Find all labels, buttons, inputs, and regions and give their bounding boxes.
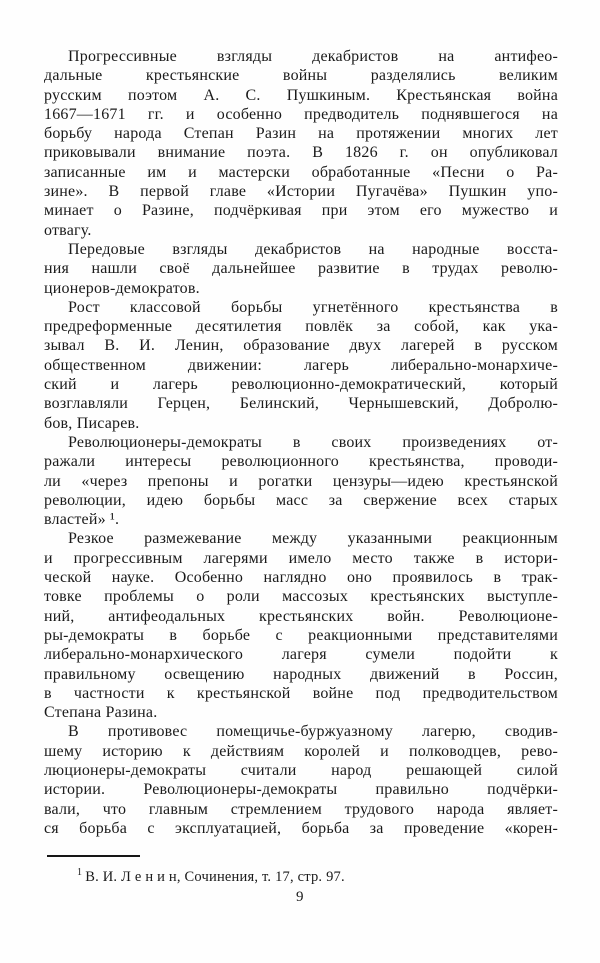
text-line: бов, Писарев. [44,414,140,432]
text-line: товке проблемы о роли массозых крестьянских выступле- [44,588,558,606]
text-line: правильному освещению народных движений в Россин, [44,665,558,683]
text-line: ний, антифеодальных крестьянских войн. Революционе- [44,607,558,625]
text-line: Резкое размежевание между указанными реакционным [68,530,558,548]
text-line: ский и лагерь революционно-демократический, который [44,376,558,394]
text-line: ционеров-демократов. [44,279,200,297]
text-line: ческой науке. Особенно наглядно оно проявилось в трак- [44,569,558,587]
text-line: революции, идею борьбы масс за свержение всех старых [44,491,558,509]
page-number: 9 [296,889,304,905]
text-line: возглавляли Герцен, Белинский, Чернышевский, Добролю- [44,395,558,413]
text-line: вали, что главным стремлением трудового народа являет- [44,800,558,818]
text-line: Передовые взгляды декабристов на народные восста- [68,240,558,258]
text-line: зине». В первой главе «Истории Пугачёва» Пушкин упо- [44,183,558,201]
text-line: Прогрессивные взгляды декабристов на антифео- [68,48,558,65]
text-line: Рост классовой борьбы угнетённого крестьянства в [68,298,558,316]
text-line: шему историю к действиям королей и полководцев, рево- [44,742,558,760]
footnote-text: В. И. Л е н и н, Сочинения, т. 17, стр. 97. [85,868,345,885]
text-line: люционеры-демократы считали народ решающей силой [44,761,558,779]
text-line: ры-демократы в борьбе с реакционными представителями [44,626,558,644]
footnote-divider [47,855,140,857]
text-line: русским поэтом А. С. Пушкиным. Крестьянская война [44,86,558,104]
text-line: истории. Революционеры-демократы правильно подчёрки- [44,781,558,799]
text-line: В противовес помещичье-буржуазному лагерю, сводив- [68,723,558,741]
text-line: приковывали внимание поэта. В 1826 г. он опубликовал [44,144,558,162]
text-line: ли «через препоны и рогатки цензуры—идею крестьянской [44,472,558,490]
text-line: дальные крестьянские войны разделялись великим [44,67,558,85]
text-line: общественном движении: лагерь либерально-монархиче- [44,356,558,374]
text-line: отвагу. [44,221,92,239]
text-line: минает о Разине, подчёркивая при этом его мужество и [44,202,558,220]
text-line: ся борьба с эксплуатацией, борьба за проведение «корен- [44,819,558,837]
text-line: зывал В. И. Ленин, образование двух лагерей в русском [44,337,558,355]
text-line: Революционеры-демократы в своих произведениях от- [68,433,558,451]
text-line: властей» ¹. [44,511,120,529]
text-line: либерально-монархического лагеря сумели подойти к [44,646,558,664]
text-line: в частности к крестьянской войне под предводительством [44,684,558,702]
text-line: записанные им и мастерски обработанные «Песни о Ра- [44,163,558,181]
text-line: ния нашли своё дальнейшее развитие в трудах револю- [44,260,558,278]
text-line: 1667—1671 гг. и особенно предводитель поднявшегося на [44,105,558,123]
text-line: ражали интересы революционного крестьянства, проводи- [44,453,558,471]
text-column [44,47,558,838]
text-line: предреформенные десятилетия повлёк за собой, как ука- [44,318,558,336]
text-line: Степана Разина. [44,704,158,722]
text-line: и прогрессивным лагерями имело место также в истори- [44,549,558,567]
footnote [44,864,558,886]
footnote-marker: 1 [77,867,83,878]
text-line: борьбу народа Степан Разин на протяжении многих лет [44,125,558,143]
